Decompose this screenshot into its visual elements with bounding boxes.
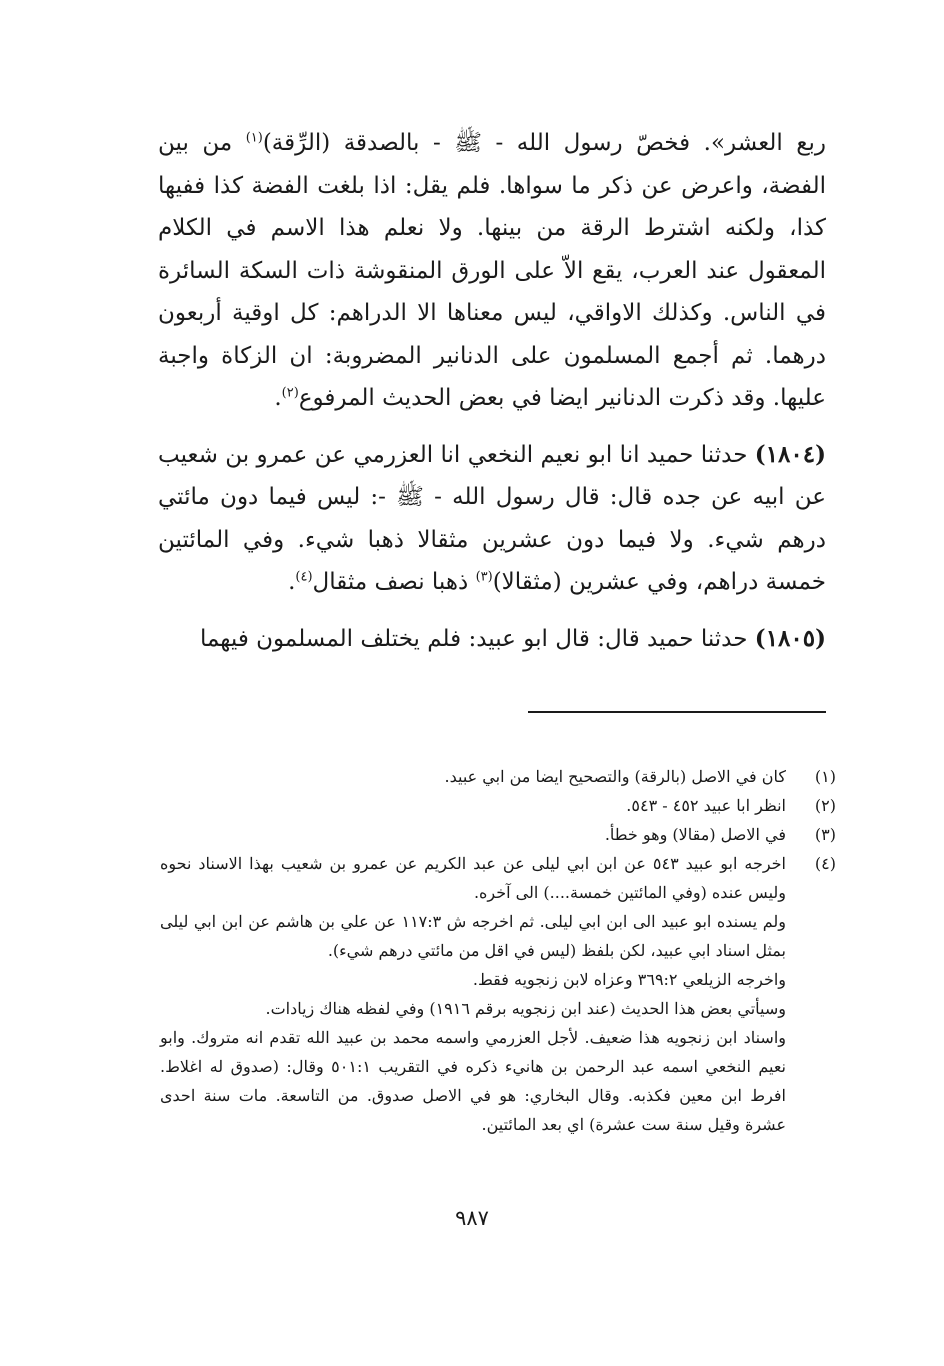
footnote-body <box>160 791 786 820</box>
footnote-2 <box>160 791 836 820</box>
text-segment: ذهبا نصف مثقال <box>312 569 476 595</box>
footnotes <box>160 762 836 1139</box>
page-number: ٩٨٧ <box>455 1206 489 1230</box>
main-text <box>158 122 826 660</box>
footnote-ref[interactable]: (١) <box>245 130 263 146</box>
text-segment: . <box>288 569 296 595</box>
hadith-number: (١٨٠٥) <box>754 624 826 652</box>
text-segment: ربع العشر». فخصّ رسول الله - ﷺ - بالصدقة (الرِّقة) <box>262 130 826 156</box>
footnote-text: واخرجه الزيلعي ٣٦٩:٢ وعزاه لابن زنجويه فقط. <box>472 970 786 989</box>
footnote-text: ولم يسنده ابو عبيد الى ابن ابي ليلى. ثم اخرجه ش ١١٧:٣ عن علي بن هاشم عن ابن ابي ليلى بمثل اسناد ابي عبيد، لكن بلفظ (ليس في اقل من مائتي درهم شيء). <box>160 912 786 960</box>
footnote-number: (١) <box>814 767 836 786</box>
footnote-text: في الاصل (مقالا) وهو خطأ. <box>604 825 786 844</box>
footnote-3 <box>160 820 836 849</box>
footnote-ref[interactable]: (٢) <box>281 385 299 401</box>
footnote-number: (٤) <box>814 854 836 873</box>
footnote-body <box>160 820 786 849</box>
paragraph-gap <box>158 420 826 434</box>
footnote-body <box>160 849 786 1139</box>
footnote-ref[interactable]: (٤) <box>295 569 313 585</box>
text-segment: حدثنا حميد قال: قال ابو عبيد: فلم يختلف المسلمون فيهما <box>199 625 755 652</box>
footnote-text: واسناد ابن زنجويه هذا ضعيف. لأجل العزرمي واسمه محمد بن عبيد الله تقدم انه متروك. وابو نعيم النخعي اسمه عبد الرحمن بن هانيء ذكره في التقريب ٥٠١:١ وقال: (صدوق له اغلاط. افرط ابن معين فكذبه. وقال البخاري: هو في الاصل صدوق. من التاسعة. مات سنة احدى عشرة وقيل سنة ست عشرة) اي بعد المائتين. <box>160 1028 787 1134</box>
footnote-body <box>160 762 786 791</box>
footnote-4 <box>160 849 836 1139</box>
text-segment: من بين الفضة، واعرض عن ذكر ما سواها. فلم يقل: اذا بلغت الفضة كذا ففيها كذا، ولكنه اشترط الرقة من بينها. ولا نعلم هذا الاسم في الكلام المعقول عند العرب، يقع الاّ على الورق المنقوشة ذات السكة السائرة في الناس. وكذلك الاواقي، ليس معناها الا الدراهم: كل اوقية أربعون درهما. ثم أجمع المسلمون على الدنانير المضروبة: ان الزكاة واجبة عليها. وقد ذكرت الدنانير ايضا في بعض الحديث المرفوع <box>158 130 826 411</box>
footnote-text: كان في الاصل (بالرقة) والتصحيح ايضا من ابي عبيد. <box>444 767 786 786</box>
footnote-number: (٢) <box>814 796 836 815</box>
paragraph-1 <box>158 122 826 420</box>
footnote-text: اخرجه ابو عبيد ٥٤٣ عن ابن ابي ليلى عن عبد الكريم عن عمرو بن شعيب بهذا الاسناد نحوه وليس عنده (وفي المائتين خمسة....) الى آخره. <box>160 854 786 902</box>
footnote-divider <box>528 711 826 713</box>
footnote-ref[interactable]: (٣) <box>475 569 493 585</box>
text-segment: . <box>274 385 282 411</box>
paragraph-hadith-1804 <box>158 434 826 604</box>
text-segment: حدثنا حميد انا ابو نعيم النخعي انا العزرمي عن عمرو بن شعيب عن ابيه عن جده قال: قال رسول الله - ﷺ -: ليس فيما دون مائتي درهم شيء. ولا فيما دون عشرين مثقالا ذهبا شيء. وفي المائتين خمسة دراهم، وفي عشرين (مثقالا) <box>158 441 826 595</box>
footnote-text: وسيأتي بعض هذا الحديث (عند ابن زنجويه برقم ١٩١٦) وفي لفظه هناك زيادات. <box>265 999 786 1018</box>
paragraph-hadith-1805 <box>158 618 826 661</box>
hadith-number: (١٨٠٤) <box>754 440 826 468</box>
paragraph-gap <box>158 604 826 618</box>
footnote-number: (٣) <box>814 825 836 844</box>
footnote-text: انظر ابا عبيد ٤٥٢ - ٥٤٣. <box>626 796 786 815</box>
footnote-1 <box>160 762 836 791</box>
